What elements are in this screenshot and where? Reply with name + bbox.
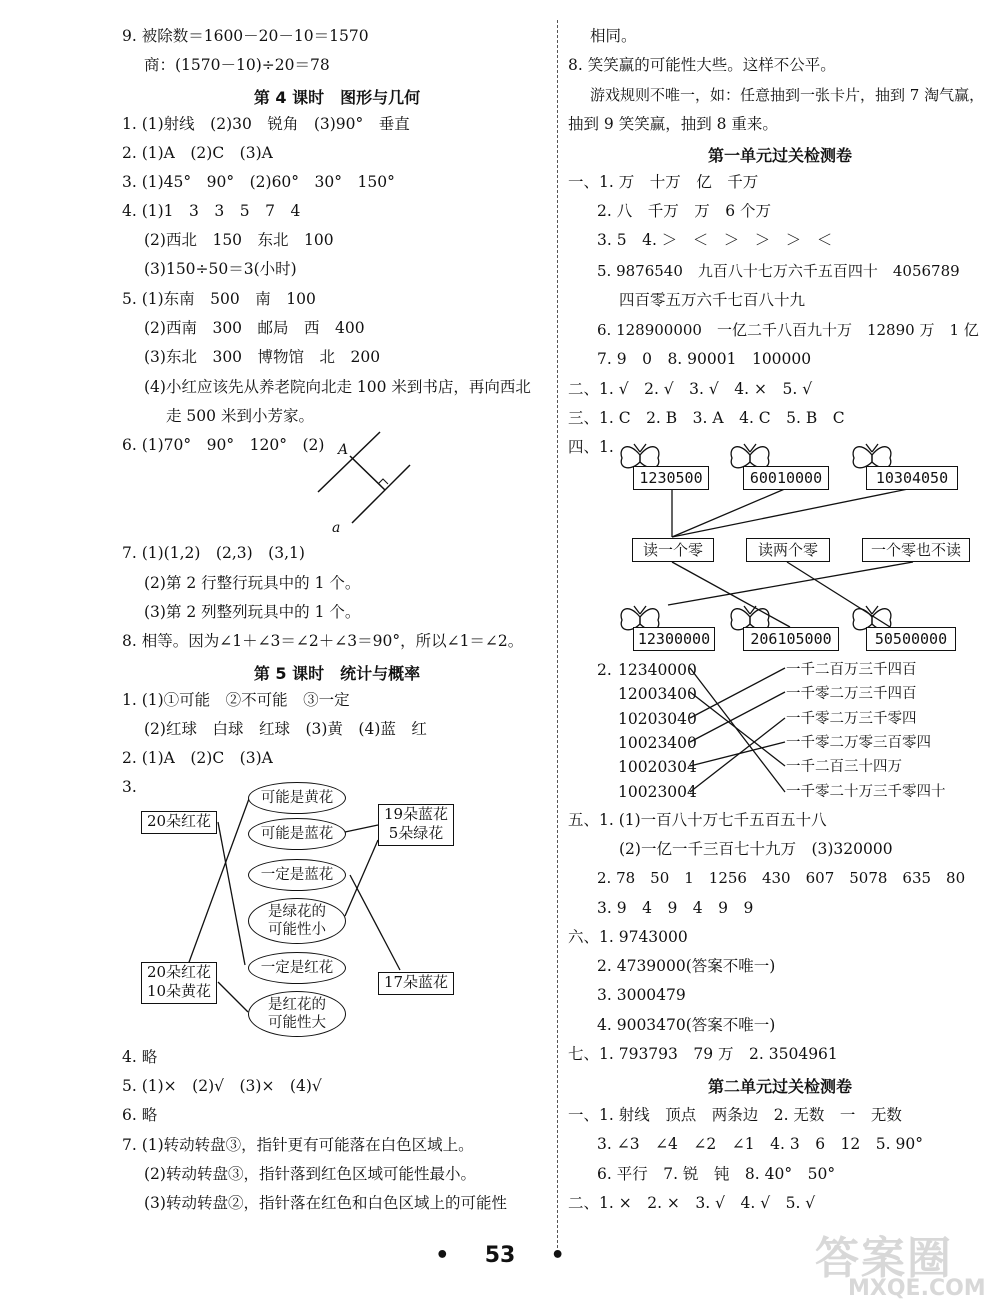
u2-answer-line: 6. 平行 7. 锐 钝 8. 40° 50° <box>597 1165 836 1183</box>
q2-left-number: 10023400 <box>618 734 697 752</box>
q2-right-words: 一千二百万三千四百 <box>786 662 917 678</box>
match-right-17-blue: 17朵蓝花 <box>378 972 454 995</box>
figure-label-a: a <box>332 520 341 536</box>
r-top-line: 8. 笑笑赢的可能性大些。这样不公平。 <box>568 56 836 74</box>
l5-answer-line: (2)红球 白球 红球 (3)黄 (4)蓝 红 <box>144 720 427 738</box>
number-box-bottom-1: 12300000 <box>633 627 715 651</box>
page-number <box>0 1243 1000 1268</box>
l4-answer-line: (2)西南 300 邮局 西 400 <box>144 319 365 337</box>
dot-icon: • <box>550 1243 565 1268</box>
u1-answer-line: 6. 128900000 一亿二千八百九十万 12890 万 1 亿 <box>597 321 979 339</box>
l4-answer-line: 5. (1)东南 500 南 100 <box>122 290 316 308</box>
l4-answer-line: 2. (1)A (2)C (3)A <box>122 144 273 162</box>
l4-answer-line: 8. 相等。因为∠1＋∠3＝∠2＋∠3＝90°，所以∠1＝∠2。 <box>122 632 524 650</box>
l4-answer-line: 走 500 米到小芳家。 <box>166 407 314 425</box>
label-read-one-zero: 读一个零 <box>632 538 714 562</box>
l5-answer-line: 1. (1)①可能 ②不可能 ③一定 <box>122 691 350 709</box>
r-top-line: 游戏规则不唯一，如：任意抽到一张卡片，抽到 7 淘气赢， <box>590 86 985 104</box>
l4-answer-line: 1. (1)射线 (2)30 锐角 (3)90° 垂直 <box>122 115 410 133</box>
number-box-bottom-2: 206105000 <box>743 627 839 651</box>
l5-answer-line: (3)转动转盘②，指针落在红色和白色区域上的可能性 <box>144 1194 507 1212</box>
l5-answer-line: 7. (1)转动转盘③，指针更有可能落在白色区域上。 <box>122 1136 474 1154</box>
u1b-answer-line: 2. 4739000(答案不唯一) <box>597 957 776 975</box>
q2-right-words: 一千零二万三千零四 <box>786 711 917 727</box>
match-left-line1: 20朵红花 <box>146 963 212 981</box>
q2-right-words: 一千零二万三千四百 <box>786 686 917 702</box>
l4-answer-line: 7. (1)(1,2) (2,3) (3,1) <box>122 544 305 562</box>
oval-green-unlikely: 是绿花的 可能性小 <box>248 898 346 944</box>
u1-answer-line: 一、1. 万 十万 亿 千万 <box>568 173 759 191</box>
oval-maybe-yellow: 可能是黄花 <box>248 782 346 814</box>
match-right-line1: 19朵蓝花 <box>383 805 449 823</box>
q2-left-number: 12003400 <box>618 685 697 703</box>
u1-answer-line: 四百零五万六千七百八十九 <box>619 291 806 309</box>
u2-answer-line: 3. ∠3 ∠4 ∠2 ∠1 4. 3 6 12 5. 90° <box>597 1135 923 1153</box>
u1-answer-line: 3. 5 4. ＞ ＜ ＞ ＞ ＞ ＜ <box>597 231 833 249</box>
l4-answer-line: (3)150÷50＝3(小时) <box>144 260 297 278</box>
u1b-answer-line: 3. 9 4 9 4 9 9 <box>597 899 754 917</box>
l5-answer-line: 6. 略 <box>122 1106 158 1124</box>
u1-answer-line: 5. 9876540 九百八十七万六千五百四十 4056789 <box>597 262 960 280</box>
q9-line2: 商：(1570－10)÷20＝78 <box>144 56 330 74</box>
u1-answer-line: 7. 9 0 8. 90001 100000 <box>597 350 812 368</box>
u1-answer-line: 2. 八 千万 万 6 个万 <box>597 202 772 220</box>
l4-answer-line: 3. (1)45° 90° (2)60° 30° 150° <box>122 173 395 191</box>
l4-answer-line: 6. (1)70° 90° 120° (2) <box>122 436 325 454</box>
u2-answer-line: 一、1. 射线 顶点 两条边 2. 无数 一 无数 <box>568 1106 902 1124</box>
unit2-title: 第二单元过关检测卷 <box>707 1077 852 1096</box>
match-right-line2: 5朵绿花 <box>388 824 444 842</box>
dot-icon: • <box>435 1243 450 1268</box>
match-left-20-red: 20朵红花 <box>141 811 217 834</box>
oval-surely-red: 一定是红花 <box>248 952 346 984</box>
u1b-answer-line: 五、1. (1)一百八十万七千五百五十八 <box>568 811 827 829</box>
number-box-top-2: 60010000 <box>743 466 829 490</box>
number-box-top-1: 1230500 <box>633 466 709 490</box>
l5-answer-line: 5. (1)× (2)√ (3)× (4)√ <box>122 1077 322 1095</box>
l5-answer-line: 2. (1)A (2)C (3)A <box>122 749 273 767</box>
l5-answer-line: 3. <box>122 778 137 796</box>
l4-answer-line: (4)小红应该先从养老院向北走 100 米到书店，再向西北 <box>144 378 531 396</box>
lesson5-title: 第 5 课时 统计与概率 <box>253 664 421 683</box>
q2-label: 2. <box>597 661 612 679</box>
l5-answer-line: 4. 略 <box>122 1048 158 1066</box>
page-number-value: 53 <box>484 1243 516 1268</box>
l4-answer-line: (2)西北 150 东北 100 <box>144 231 334 249</box>
q2-right-words: 一千零二十万三千零四十 <box>786 784 946 800</box>
u1b-answer-line: 七、1. 793793 79 万 2. 3504961 <box>568 1045 838 1063</box>
match-left-line2: 10朵黄花 <box>146 982 212 1000</box>
label-read-no-zero: 一个零也不读 <box>862 538 970 562</box>
number-box-bottom-3: 50500000 <box>866 627 956 651</box>
l4-answer-line: (3)东北 300 博物馆 北 200 <box>144 348 381 366</box>
u1b-answer-line: 3. 3000479 <box>597 986 686 1004</box>
l5-answer-line: (2)转动转盘③，指针落到红色区域可能性最小。 <box>144 1165 476 1183</box>
label-read-two-zeros: 读两个零 <box>746 538 830 562</box>
u1-answer-line: 四、1. <box>568 438 614 456</box>
q2-left-number: 10023004 <box>618 783 697 801</box>
watermark-logo: 答案圈 <box>815 1233 953 1284</box>
u1-answer-line: 二、1. √ 2. √ 3. √ 4. × 5. √ <box>568 380 813 398</box>
q2-right-words: 一千二百三十四万 <box>786 759 902 775</box>
q2-left-number: 12340000 <box>618 661 697 679</box>
oval-maybe-blue: 可能是蓝花 <box>248 818 346 850</box>
oval-red-likely: 是红花的 可能性大 <box>248 991 346 1037</box>
u1b-answer-line: 4. 9003470(答案不唯一) <box>597 1016 776 1034</box>
watermark-url: MXQE.COM <box>848 1276 986 1301</box>
number-box-top-3: 10304050 <box>866 466 958 490</box>
l4-answer-line: (3)第 2 列整列玩具中的 1 个。 <box>144 603 361 621</box>
q2-right-words: 一千零二万零三百零四 <box>786 735 931 751</box>
r-top-line: 抽到 9 笑笑赢，抽到 8 重来。 <box>568 115 778 133</box>
u2-answer-line: 二、1. × 2. × 3. √ 4. √ 5. √ <box>568 1194 816 1212</box>
lesson4-title: 第 4 课时 图形与几何 <box>253 88 421 107</box>
u1b-answer-line: 六、1. 9743000 <box>568 928 688 946</box>
u1-answer-line: 三、1. C 2. B 3. A 4. C 5. B C <box>568 409 845 427</box>
oval-surely-blue: 一定是蓝花 <box>248 859 346 891</box>
q9-line1: 9. 被除数＝1600－20－10＝1570 <box>122 27 369 45</box>
figure-label-A: A <box>338 442 349 458</box>
u1b-answer-line: 2. 78 50 1 1256 430 607 5078 635 80 <box>597 869 966 887</box>
q2-left-number: 10020304 <box>618 758 697 776</box>
r-top-line: 相同。 <box>590 27 637 45</box>
q2-left-number: 10203040 <box>618 710 697 728</box>
u1b-answer-line: (2)一亿一千三百七十九万 (3)320000 <box>619 840 893 858</box>
l4-answer-line: (2)第 2 行整行玩具中的 1 个。 <box>144 574 361 592</box>
unit1-title: 第一单元过关检测卷 <box>707 146 852 165</box>
l4-answer-line: 4. (1)1 3 3 5 7 4 <box>122 202 301 220</box>
